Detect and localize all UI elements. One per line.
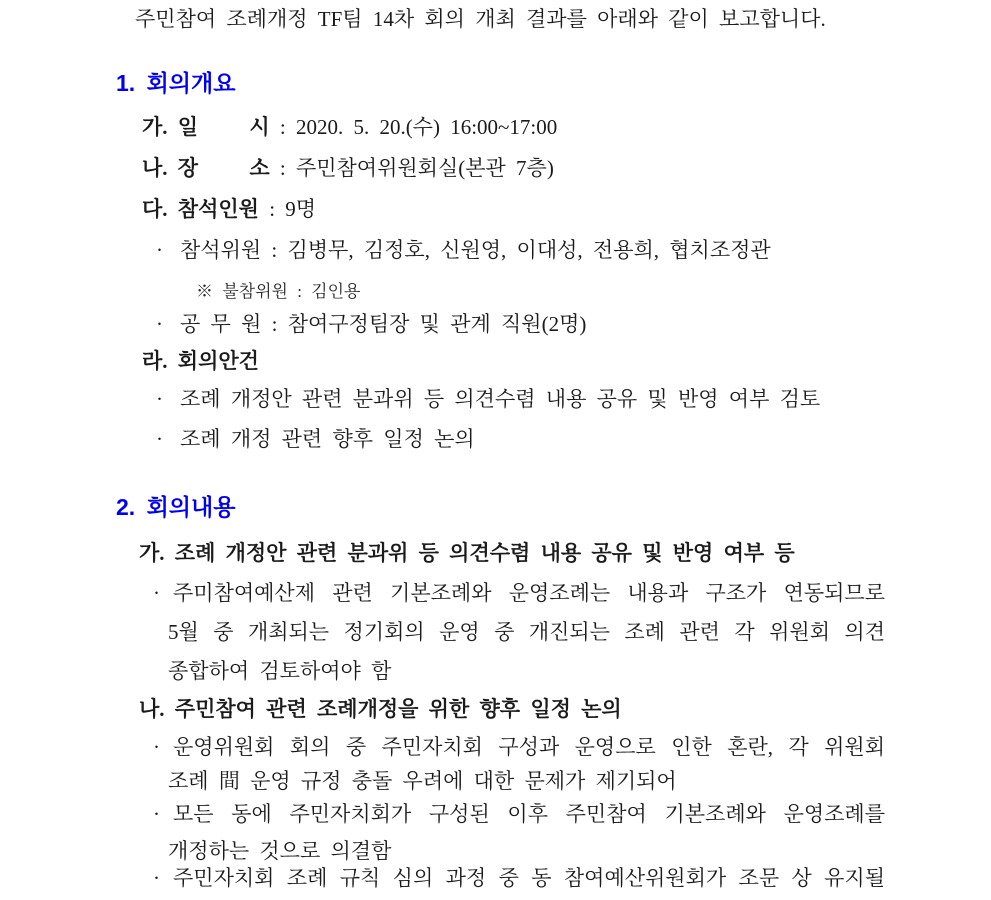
intro-line [135,6,826,33]
discussion-a-line-2 [168,619,885,646]
agenda-item-2-text: 조례 개정 관련 향후 일정 논의 [180,427,475,451]
discussion-b-line-4 [168,838,391,865]
meeting-place-value: : 주민참여위원회실(본관 7층) [269,156,554,180]
agenda-heading-line [142,348,259,375]
discussion-a-line-3 [168,658,391,685]
attendees-line [156,237,771,264]
officials-text: 공 무 원 : 참여구정팀장 및 관계 직원(2명) [180,312,587,336]
bullet-icon: · [153,581,160,605]
discussion-a-text-3: 종합하여 검토하여야 함 [168,659,392,683]
discussion-b-text-3: 모든 동에 주민자치회가 구성된 이후 주민참여 기본조례와 운영조례를 [173,802,885,826]
discussion-b-line-5 [153,865,885,892]
agenda-item-line-1 [156,386,820,413]
discussion-b-line-1 [153,734,885,761]
discussion-a-text-2: 5월 중 개최되는 정기회의 운영 중 개진되는 조례 관련 각 위원회 의견 [168,620,885,644]
bullet-icon: · [156,238,163,262]
bullet-icon: · [153,866,160,890]
meeting-datetime-label: 가. 일 시 [142,115,270,139]
attendee-count-label: 다. 참석인원 [142,197,259,221]
officials-line [156,311,586,338]
discussion-a-text-1: 주미참여예산제 관련 기본조례와 운영조례는 내용과 구조가 연동되므로 [173,581,885,605]
discussion-b-text-1: 운영위원회 회의 중 주민자치회 구성과 운영으로 인한 혼란, 각 위원회 [173,735,885,759]
discussion-b-text-2: 조례 間 운영 규정 충돌 우려에 대한 문제가 제기되어 [168,769,677,793]
meeting-place-label: 나. 장 소 [142,156,270,180]
meeting-datetime-value: : 2020. 5. 20.(수) 16:00~17:00 [269,115,558,139]
discussion-b-line-2 [168,768,677,795]
section-1-heading-text: 1. 회의개요 [116,70,236,96]
intro-text: 주민참여 조례개정 TF팀 14차 회의 개최 결과를 아래와 같이 보고합니다. [135,7,826,31]
agenda-heading-label: 라. 회의안건 [142,349,259,373]
section-1-heading [116,70,235,97]
agenda-item-1-text: 조례 개정안 관련 분과위 등 의견수렴 내용 공유 및 반영 여부 검토 [180,387,821,411]
discussion-b-text-4: 개정하는 것으로 의결함 [168,839,392,863]
discussion-a-line-1 [153,580,885,607]
attendees-text: 참석위원 : 김병무, 김정호, 신원영, 이대성, 전용희, 협치조정관 [180,238,771,262]
discussion-b-text-5: 주민자치회 조례 규칙 심의 과정 중 동 참여예산위원회가 조문 상 유지될 [173,866,885,890]
absent-members-text: ※ 불참위원 : 김인용 [196,282,361,301]
bullet-icon: · [153,802,160,826]
absent-members-note [196,278,360,305]
attendee-count-line [142,196,316,223]
bullet-icon: · [156,312,163,336]
attendee-count-value: : 9명 [258,197,317,221]
section-2-heading [116,494,235,521]
topic-a-heading-text: 가. 조례 개정안 관련 분과위 등 의견수렴 내용 공유 및 반영 여부 등 [139,541,795,565]
topic-b-heading-text: 나. 주민참여 관련 조례개정을 위한 향후 일정 논의 [139,697,622,721]
topic-a-heading-line [139,540,795,567]
topic-b-heading-line [139,696,622,723]
meeting-place-line [142,155,554,182]
section-2-heading-text: 2. 회의내용 [116,494,236,520]
bullet-icon: · [153,735,160,759]
bullet-icon: · [156,427,163,451]
discussion-b-line-3 [153,801,885,828]
meeting-datetime-line [142,114,557,141]
bullet-icon: · [156,387,163,411]
agenda-item-line-2 [156,426,475,453]
